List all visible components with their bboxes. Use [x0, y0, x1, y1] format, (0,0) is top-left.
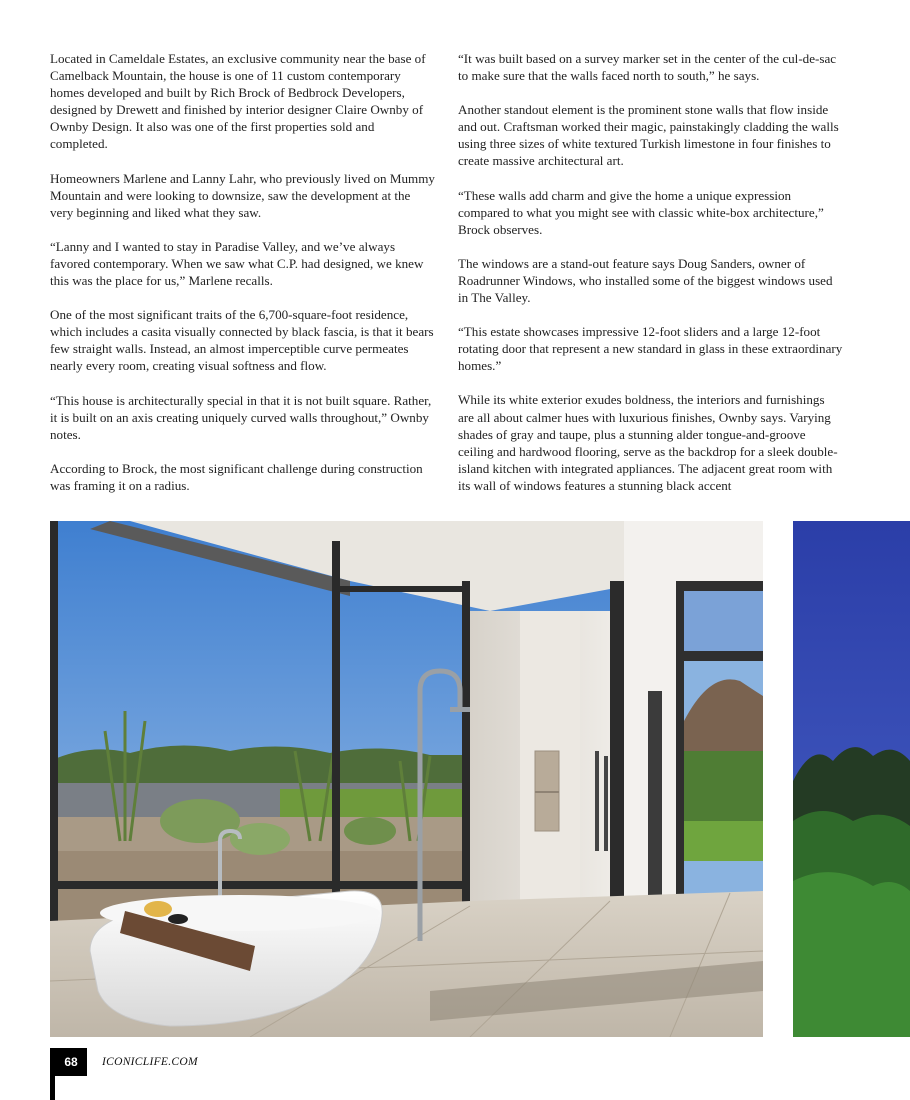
paragraph: “It was built based on a survey marker set in the center of the cul-de-sac to make sure that the walls faced north to south,” he says.	[458, 51, 837, 84]
paragraph: One of the most significant traits of the 6,700-square-foot residence, which includes a casita visually connected by black fascia, is that it bears few straight walls. Instead, an almost imperceptible curve permeates nearly every room, creating visual softness and flow.	[50, 307, 434, 374]
page-number: 68	[55, 1048, 87, 1076]
paragraph: Homeowners Marlene and Lanny Lahr, who previously lived on Mummy Mountain and were looking to downsize, saw the development at the very beginning and liked what they saw.	[50, 170, 435, 220]
paragraph: While its white exterior exudes boldness, the interiors and furnishings are all about calmer hues with luxurious finishes, Ownby says. Varying shades of gray and taupe, plus a stunning alder tongue-and-groove ceiling and hardwood flooring, serve as the backdrop for a sleek double-island kitchen with integrated appliances. The adjacent great room with its wall of windows features a stunning black accent	[458, 392, 838, 493]
bathroom-photo	[50, 521, 763, 1037]
exterior-photo	[793, 521, 910, 1037]
paragraph: “These walls add charm and give the home a unique expression compared to what you might see with classic white-box architecture,” Brock observes.	[458, 187, 824, 237]
article-column-right	[458, 50, 843, 511]
paragraph: According to Brock, the most significant challenge during construction was framing it on a radius.	[50, 460, 423, 493]
site-name: ICONICLIFE.COM	[102, 1056, 198, 1068]
paragraph: Located in Cameldale Estates, an exclusive community near the base of Camelback Mountain, the house is one of 11 custom contemporary homes developed and built by Rich Brock of Bedbrock Developers, designed by Drewett and finished by interior designer Claire Ownby of Ownby Design. It also was one of the first properties sold and completed.	[50, 51, 426, 152]
article-column-left	[50, 50, 435, 511]
paragraph: “This estate showcases impressive 12-foot sliders and a large 12-foot rotating door that represent a new standard in glass in these extraordinary homes.”	[458, 324, 843, 374]
paragraph: The windows are a stand-out feature says Doug Sanders, owner of Roadrunner Windows, who installed some of the biggest windows used in The Valley.	[458, 255, 833, 306]
paragraph: “This house is architecturally special in that it is not built square. Rather, it is built on an axis creating uniquely curved walls throughout,” Ownby notes.	[50, 392, 432, 442]
paragraph: “Lanny and I wanted to stay in Paradise Valley, and we’ve always favored contemporary. When we saw what C.P. had designed, we knew this was the place for us,” Marlene recalls.	[50, 238, 424, 289]
paragraph: Another standout element is the prominent stone walls that flow inside and out. Craftsman worked their magic, painstakingly cladding the walls using three sizes of white textured Turkish limestone in four finishes to create massive architectural art.	[458, 102, 839, 169]
